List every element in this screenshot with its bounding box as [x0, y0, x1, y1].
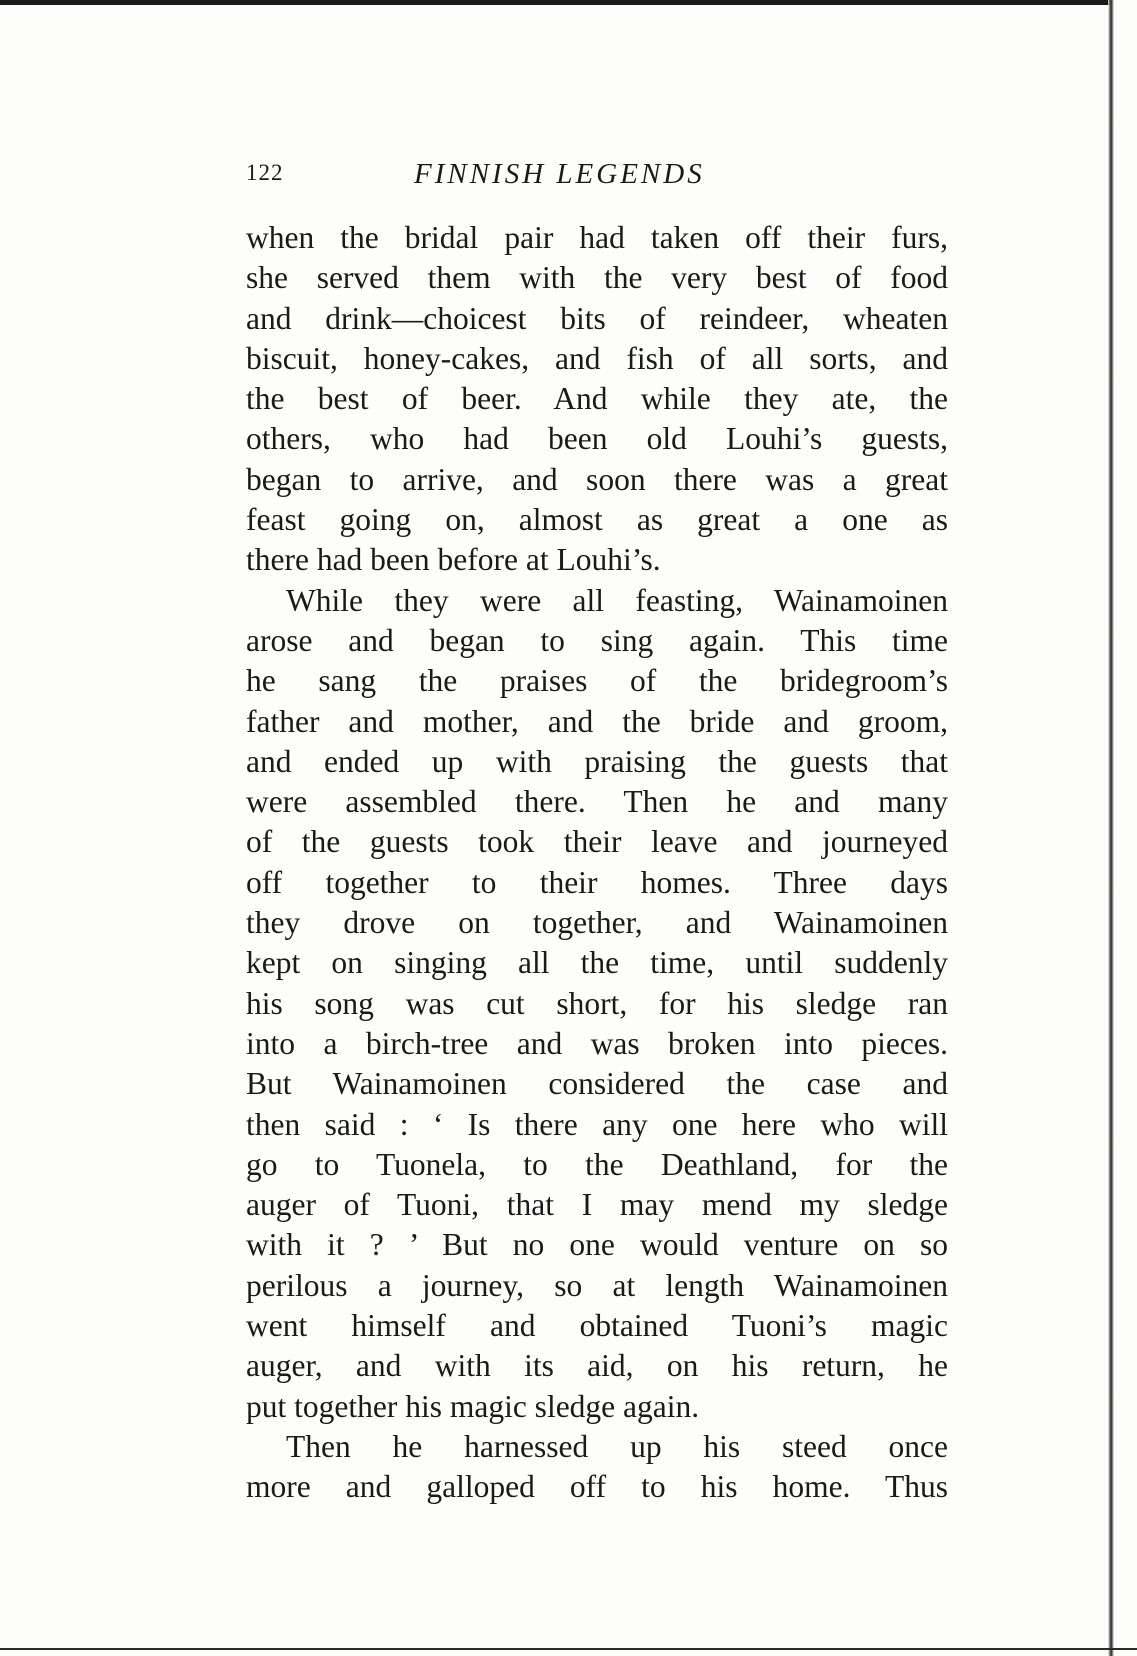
text-line: feast going on, almost as great a one as	[246, 502, 948, 538]
text-line: he sang the praises of the bridegroom’s	[246, 663, 948, 699]
text-line: Then he harnessed up his steed once	[286, 1428, 948, 1464]
bottom-edge-rule	[0, 1648, 1137, 1650]
page-number: 122	[246, 160, 284, 185]
text-line: more and galloped off to his home. Thus	[246, 1469, 948, 1505]
text-line: his song was cut short, for his sledge ran	[246, 985, 948, 1021]
binding-edge	[1108, 0, 1114, 1656]
text-line: when the bridal pair had taken off their furs,	[246, 220, 948, 255]
text-line: But Wainamoinen considered the case and	[246, 1066, 948, 1102]
text-line: father and mother, and the bride and groom,	[246, 703, 948, 739]
text-line: go to Tuonela, to the Deathland, for the	[246, 1146, 948, 1182]
text-line: were assembled there. Then he and many	[246, 784, 948, 820]
text-line: biscuit, honey-cakes, and fish of all sorts, and	[246, 340, 948, 376]
text-line: kept on singing all the time, until suddenly	[246, 945, 948, 981]
text-line: then said : ‘ Is there any one here who will	[246, 1106, 948, 1142]
text-line: the best of beer. And while they ate, the	[246, 381, 948, 417]
body-text	[246, 218, 948, 1508]
text-line: she served them with the very best of food	[246, 260, 948, 296]
text-line: perilous a journey, so at length Wainamoinen	[246, 1267, 948, 1303]
text-line: put together his magic sledge again.	[246, 1388, 700, 1424]
text-line: there had been before at Louhi’s.	[246, 542, 661, 578]
text-line: off together to their homes. Three days	[246, 864, 948, 900]
text-line: went himself and obtained Tuoni’s magic	[246, 1308, 948, 1344]
text-line: and drink—choicest bits of reindeer, wheaten	[246, 300, 948, 336]
text-line: others, who had been old Louhi’s guests,	[246, 421, 948, 457]
text-line: they drove on together, and Wainamoinen	[246, 905, 948, 941]
running-head	[246, 158, 946, 198]
text-line: auger of Tuoni, that I may mend my sledge	[246, 1187, 948, 1223]
text-line: began to arrive, and soon there was a great	[246, 461, 948, 497]
text-line: into a birch-tree and was broken into pieces.	[246, 1025, 948, 1061]
text-line: with it ? ’ But no one would venture on so	[246, 1227, 948, 1263]
text-line: of the guests took their leave and journeyed	[246, 824, 948, 860]
text-line: auger, and with its aid, on his return, he	[246, 1348, 948, 1384]
book-title: FINNISH LEGENDS	[414, 158, 705, 190]
text-line: arose and began to sing again. This time	[246, 622, 948, 658]
text-line: and ended up with praising the guests that	[246, 743, 948, 779]
text-line: While they were all feasting, Wainamoinen	[286, 582, 948, 618]
top-edge-rule	[0, 0, 1110, 5]
